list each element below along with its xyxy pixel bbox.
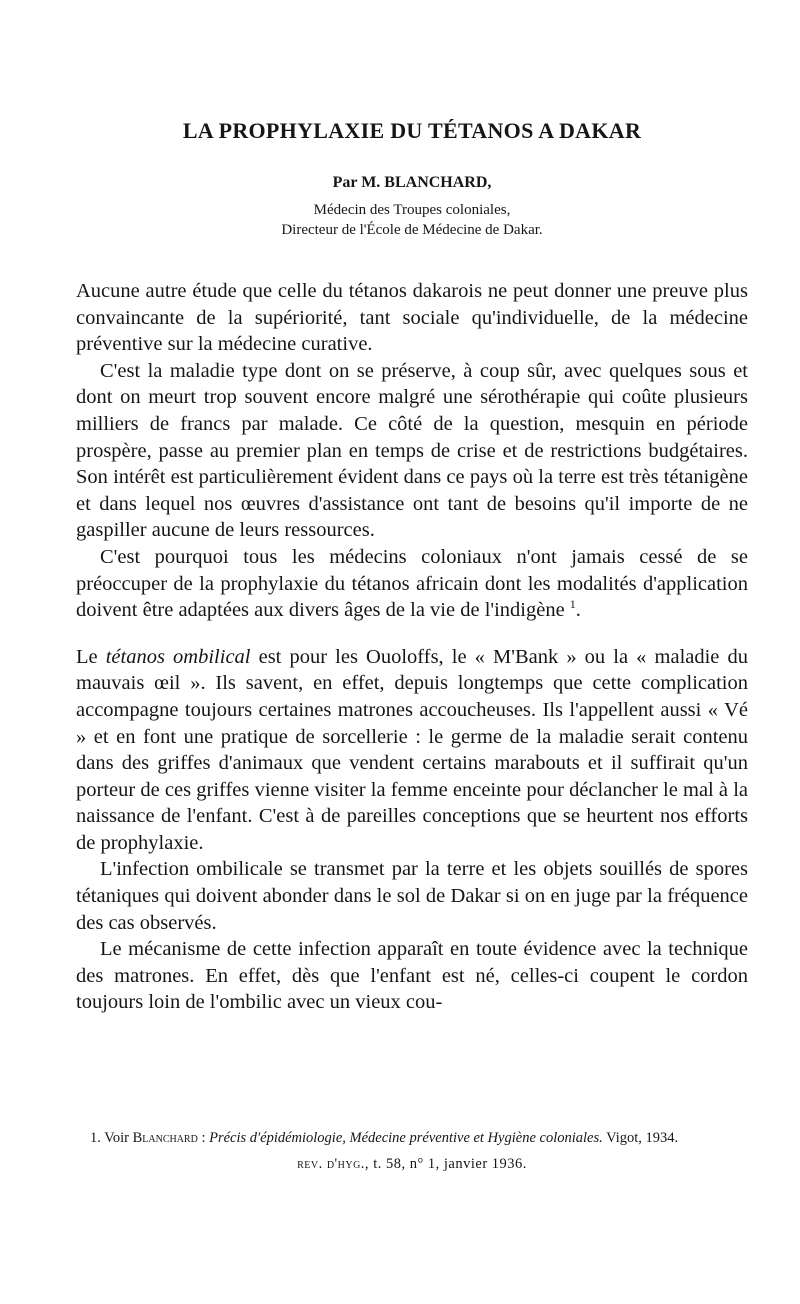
footnote-author: Blanchard	[132, 1130, 198, 1146]
journal-reference	[76, 1154, 748, 1174]
paragraph-2: C'est la maladie type dont on se préserve, à coup sûr, avec quelques sous et dont on meurt trop souvent encore malgré une sérothérapie qui coûte plusieurs milliers de francs par malade. Ce côté de la question, mesquin en période prospère, passe au premier plan en temps de crise et de restrictions budgétaires. Son intérêt est particulièrement évident dans ce pays où la terre est très tétanigène et dans lequel nos œuvres d'assistance ont tant de besoins qu'il importe de ne gaspiller aucune de leurs ressources.	[76, 359, 748, 542]
paragraph-3-end: .	[575, 599, 581, 622]
byline-prefix: Par	[332, 174, 358, 191]
paragraph-1: Aucune autre étude que celle du tétanos dakarois ne peut donner une preuve plus convaincante de la supériorité, tant sociale qu'individuelle, de la médecine préventive sur la médecine curative.	[76, 280, 748, 356]
footnote-sep: :	[201, 1130, 206, 1146]
paragraph-4-italic: tétanos ombilical	[105, 645, 251, 668]
article-title: LA PROPHYLAXIE DU TÉTANOS A DAKAR	[182, 118, 642, 143]
footnote-publisher: Vigot, 1934.	[606, 1130, 679, 1146]
byline	[76, 174, 748, 192]
article-body	[76, 278, 748, 1016]
affiliation-line-2: Directeur de l'École de Médecine de Dakar.	[281, 222, 543, 238]
paragraph-5: L'infection ombilicale se transmet par la terre et les objets souillés de spores tétaniques qui doivent abonder dans le sol de Dakar si on en juge par la fréquence des cas observés.	[76, 858, 748, 934]
footnote-ref: 1	[569, 597, 576, 612]
paragraph-4	[76, 644, 748, 857]
footnote-number: 1.	[90, 1130, 101, 1146]
journal-abbr: rev. d'hyg.,	[297, 1156, 370, 1172]
author-affiliation	[76, 200, 748, 240]
footnote-voir: Voir	[104, 1130, 129, 1146]
section-break	[76, 624, 748, 644]
author-name: M. BLANCHARD,	[361, 174, 492, 191]
journal-volume: t. 58,	[373, 1156, 406, 1172]
affiliation-line-1: Médecin des Troupes coloniales,	[313, 202, 511, 218]
paragraph-3	[76, 544, 748, 624]
paragraph-3-text: C'est pourquoi tous les médecins coloniaux n'ont jamais cessé de se préoccuper de la prophylaxie du tétanos africain dont les modalités d'application doivent être adaptées aux divers âges de la vie de l'indigène	[76, 545, 748, 622]
journal-date: janvier 1936.	[443, 1156, 527, 1172]
footnotes	[76, 1128, 748, 1174]
paragraph-4-text: est pour les Ouoloffs, le « M'Bank » ou la « maladie du mauvais œil ». Ils savent, en effet, depuis longtemps que cette complication accompagne toujours certaines matrones accoucheuses. Ils l'appellent aussi « Vé » et en font une pratique de sorcellerie : le germe de la maladie serait contenu dans des griffes d'animaux que vendent certains marabouts et il suffirait qu'un porteur de ces griffes vienne visiter la femme enceinte pour déclancher le mal à la naissance de l'enfant. C'est à de pareilles conceptions que se heurtent nos efforts de prophylaxie.	[76, 645, 749, 854]
footnote-title: Précis d'épidémiologie, Médecine préventive et Hygiène coloniales.	[209, 1130, 603, 1146]
paragraph-4-lead: Le	[76, 645, 98, 668]
journal-number: n° 1,	[409, 1156, 440, 1172]
paragraph-6: Le mécanisme de cette infection apparaît en toute évidence avec la technique des matrones. En effet, dès que l'enfant est né, celles-ci coupent le cordon toujours loin de l'ombilic avec un vieux cou-	[76, 938, 748, 1014]
footnote-1	[76, 1128, 748, 1148]
